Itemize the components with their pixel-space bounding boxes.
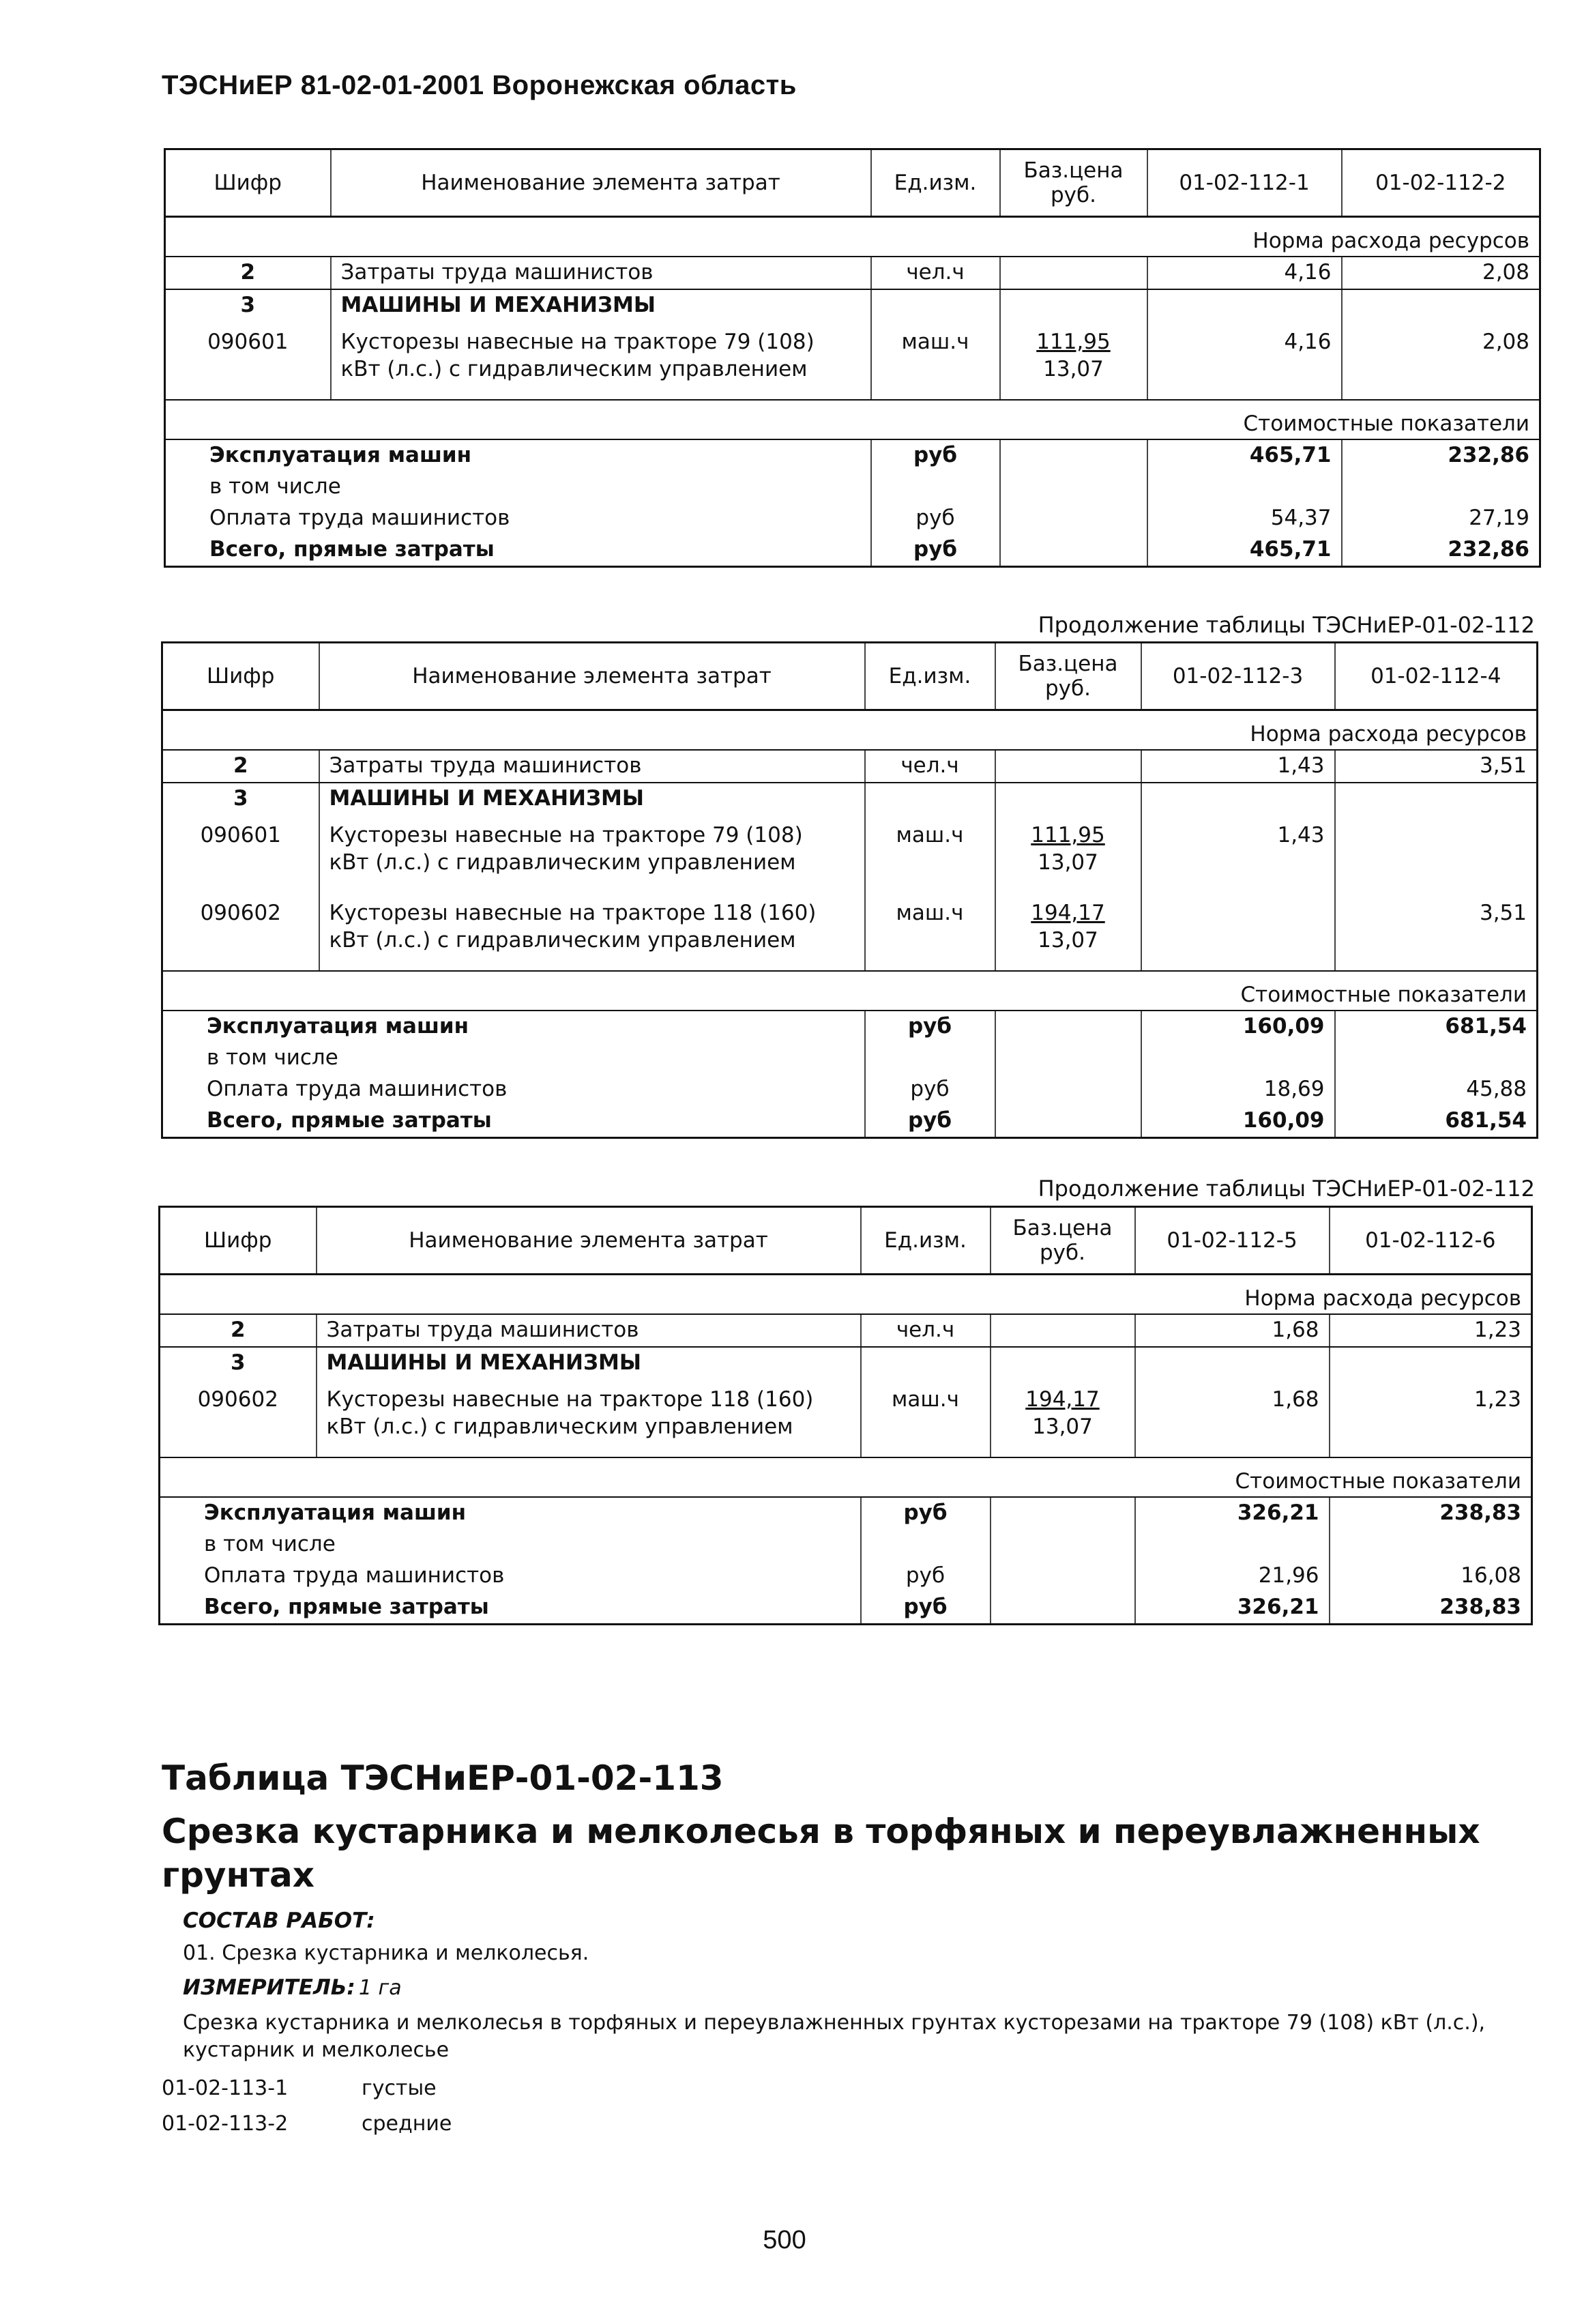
row-value-1 bbox=[1141, 892, 1335, 971]
table-row bbox=[160, 1497, 1532, 1529]
row-code: 090602 bbox=[160, 1379, 317, 1457]
row-value-2: 1,23 bbox=[1330, 1379, 1532, 1457]
table-row bbox=[165, 534, 1540, 567]
cost-section-row bbox=[160, 1457, 1532, 1497]
item-code: 01-02-113-1 bbox=[162, 2076, 289, 2100]
col-price-header: Баз.цена руб. bbox=[1000, 149, 1147, 217]
row-name: Всего, прямые затраты bbox=[207, 1108, 492, 1133]
table-row bbox=[165, 439, 1540, 471]
row-unit: маш.ч bbox=[871, 321, 1000, 400]
item-code: 01-02-113-2 bbox=[162, 2112, 289, 2136]
table-row bbox=[165, 257, 1540, 289]
table-row bbox=[162, 815, 1538, 892]
row-unit: руб bbox=[871, 503, 1000, 534]
col-name-header: Наименование элемента затрат bbox=[331, 149, 871, 217]
row-price: 111,95 13,07 bbox=[995, 815, 1141, 892]
norm-section-row bbox=[160, 1275, 1532, 1315]
row-unit: руб bbox=[865, 1105, 995, 1138]
works-item: 01. Срезка кустарника и мелколесья. bbox=[183, 1941, 589, 1965]
table-row bbox=[160, 1379, 1532, 1457]
norm-label: Норма расхода ресурсов bbox=[162, 710, 1538, 751]
col-1-header: 01-02-112-3 bbox=[1141, 643, 1335, 710]
resource-table-2 bbox=[161, 641, 1538, 1139]
cost-label: Стоимостные показатели bbox=[165, 400, 1540, 439]
row-value-2: 45,88 bbox=[1335, 1074, 1538, 1105]
row-name: Эксплуатация машин bbox=[204, 1500, 467, 1525]
row-unit: маш.ч bbox=[865, 892, 995, 971]
table-row bbox=[165, 289, 1540, 321]
table-row bbox=[162, 1043, 1538, 1074]
cost-label: Стоимостные показатели bbox=[160, 1457, 1532, 1497]
section-description: Срезка кустарника и мелколесья в торфяных и переувлажненных грунтах кусторезами на тракторе 79 (108) кВт (л.с.), кустарник и мелколесье bbox=[183, 2011, 1486, 2062]
table-row bbox=[160, 1347, 1532, 1379]
row-name: Кусторезы навесные на тракторе 118 (160) кВт (л.с.) с гидравлическим управлением bbox=[319, 892, 865, 971]
row-value-2: 3,51 bbox=[1335, 750, 1538, 783]
row-value-1: 21,96 bbox=[1135, 1560, 1330, 1592]
row-value-1: 1,43 bbox=[1141, 750, 1335, 783]
row-name: Всего, прямые затраты bbox=[204, 1595, 489, 1619]
table-row bbox=[160, 1592, 1532, 1625]
row-unit: маш.ч bbox=[865, 815, 995, 892]
row-value-1: 1,68 bbox=[1135, 1314, 1330, 1347]
continuation-note: Продолжение таблицы ТЭСНиЕР-01-02-112 bbox=[1038, 1176, 1535, 1202]
col-code-header: Шифр bbox=[162, 643, 319, 710]
row-unit: маш.ч bbox=[861, 1379, 991, 1457]
row-value-1: 54,37 bbox=[1147, 503, 1342, 534]
table-row bbox=[160, 1314, 1532, 1347]
row-value-2 bbox=[1335, 815, 1538, 892]
table-row bbox=[160, 1560, 1532, 1592]
norm-section-row bbox=[165, 217, 1540, 257]
row-value-2: 238,83 bbox=[1330, 1497, 1532, 1529]
row-value-1: 160,09 bbox=[1141, 1105, 1335, 1138]
item-label: средние bbox=[362, 2112, 452, 2136]
row-value-1: 326,21 bbox=[1135, 1497, 1330, 1529]
row-unit: чел.ч bbox=[871, 257, 1000, 289]
row-code: 3 bbox=[230, 1350, 246, 1375]
col-2-header: 01-02-112-6 bbox=[1330, 1207, 1532, 1275]
row-code: 2 bbox=[160, 1314, 317, 1347]
row-value-2: 1,23 bbox=[1330, 1314, 1532, 1347]
table-row bbox=[160, 1529, 1532, 1560]
row-price: 194,17 13,07 bbox=[995, 892, 1141, 971]
row-code: 090602 bbox=[162, 892, 319, 971]
table-header-row bbox=[160, 1207, 1532, 1275]
row-value-1: 1,43 bbox=[1141, 815, 1335, 892]
cost-section-row bbox=[162, 971, 1538, 1011]
row-value-1: 160,09 bbox=[1141, 1011, 1335, 1043]
row-value-2: 681,54 bbox=[1335, 1011, 1538, 1043]
page-number: 500 bbox=[763, 2226, 806, 2254]
resource-table-3 bbox=[158, 1206, 1533, 1625]
row-value-2: 27,19 bbox=[1342, 503, 1540, 534]
page-header-title: ТЭСНиЕР 81-02-01-2001 Воронежская область bbox=[162, 70, 797, 100]
col-name-header: Наименование элемента затрат bbox=[319, 643, 865, 710]
col-1-header: 01-02-112-5 bbox=[1135, 1207, 1330, 1275]
measure-label: ИЗМЕРИТЕЛЬ: bbox=[183, 1975, 355, 2000]
table-row bbox=[162, 1105, 1538, 1138]
col-unit-header: Ед.изм. bbox=[871, 149, 1000, 217]
row-name: МАШИНЫ И МЕХАНИЗМЫ bbox=[319, 783, 865, 815]
resource-table-1 bbox=[164, 148, 1541, 568]
measure-value: 1 га bbox=[358, 1976, 402, 2000]
row-name: Кусторезы навесные на тракторе 79 (108) кВт (л.с.) с гидравлическим управлением bbox=[319, 815, 865, 892]
row-unit: чел.ч bbox=[865, 750, 995, 783]
row-value-1: 465,71 bbox=[1147, 439, 1342, 471]
row-name: МАШИНЫ И МЕХАНИЗМЫ bbox=[331, 289, 871, 321]
table-row bbox=[162, 892, 1538, 971]
row-value-1: 4,16 bbox=[1147, 321, 1342, 400]
row-code: 090601 bbox=[200, 823, 281, 847]
measure-line bbox=[183, 1975, 402, 2000]
row-code: 3 bbox=[233, 786, 248, 811]
item-label: густые bbox=[362, 2076, 437, 2100]
row-value-1: 465,71 bbox=[1147, 534, 1342, 567]
col-2-header: 01-02-112-2 bbox=[1342, 149, 1540, 217]
row-unit: руб bbox=[865, 1074, 995, 1105]
row-unit: руб bbox=[871, 534, 1000, 567]
cost-section-row bbox=[165, 400, 1540, 439]
row-name: Оплата труда машинистов bbox=[204, 1563, 505, 1588]
row-price bbox=[991, 1314, 1135, 1347]
row-name: Оплата труда машинистов bbox=[209, 506, 510, 530]
row-value-1: 18,69 bbox=[1141, 1074, 1335, 1105]
col-unit-header: Ед.изм. bbox=[861, 1207, 991, 1275]
norm-label: Норма расхода ресурсов bbox=[160, 1275, 1532, 1315]
table-row bbox=[162, 1011, 1538, 1043]
table-header-row bbox=[162, 643, 1538, 710]
cost-label: Стоимостные показатели bbox=[162, 971, 1538, 1011]
table-row bbox=[165, 503, 1540, 534]
row-name: в том числе bbox=[207, 1045, 338, 1070]
row-unit: руб bbox=[861, 1560, 991, 1592]
row-code: 090601 bbox=[165, 321, 331, 400]
row-name: Эксплуатация машин bbox=[207, 1014, 469, 1038]
row-value-2: 16,08 bbox=[1330, 1560, 1532, 1592]
row-value-2: 2,08 bbox=[1342, 321, 1540, 400]
row-name: в том числе bbox=[209, 474, 341, 499]
row-unit: чел.ч bbox=[861, 1314, 991, 1347]
row-name: Всего, прямые затраты bbox=[209, 537, 495, 562]
continuation-note: Продолжение таблицы ТЭСНиЕР-01-02-112 bbox=[1038, 612, 1535, 638]
row-name: Затраты труда машинистов bbox=[317, 1314, 861, 1347]
row-price bbox=[995, 750, 1141, 783]
col-code-header: Шифр bbox=[165, 149, 331, 217]
row-unit: руб bbox=[861, 1592, 991, 1625]
table-row bbox=[165, 471, 1540, 503]
row-name: Эксплуатация машин bbox=[209, 443, 472, 467]
row-unit: руб bbox=[861, 1497, 991, 1529]
col-1-header: 01-02-112-1 bbox=[1147, 149, 1342, 217]
row-price: 194,17 13,07 bbox=[991, 1379, 1135, 1457]
row-name: Кусторезы навесные на тракторе 79 (108) кВт (л.с.) с гидравлическим управлением bbox=[331, 321, 871, 400]
table-header-row bbox=[165, 149, 1540, 217]
row-value-2: 238,83 bbox=[1330, 1592, 1532, 1625]
table-row bbox=[165, 321, 1540, 400]
row-value-2: 232,86 bbox=[1342, 439, 1540, 471]
norm-label: Норма расхода ресурсов bbox=[165, 217, 1540, 257]
row-value-2: 3,51 bbox=[1335, 892, 1538, 971]
table-row bbox=[162, 1074, 1538, 1105]
col-2-header: 01-02-112-4 bbox=[1335, 643, 1538, 710]
row-name: Затраты труда машинистов bbox=[331, 257, 871, 289]
row-code: 3 bbox=[240, 293, 256, 317]
col-unit-header: Ед.изм. bbox=[865, 643, 995, 710]
row-value-1: 326,21 bbox=[1135, 1592, 1330, 1625]
table-row bbox=[162, 750, 1538, 783]
row-value-1: 1,68 bbox=[1135, 1379, 1330, 1457]
row-name: Затраты труда машинистов bbox=[319, 750, 865, 783]
col-price-header: Баз.цена руб. bbox=[991, 1207, 1135, 1275]
row-value-2: 232,86 bbox=[1342, 534, 1540, 567]
row-name: МАШИНЫ И МЕХАНИЗМЫ bbox=[317, 1347, 861, 1379]
row-value-2: 2,08 bbox=[1342, 257, 1540, 289]
row-value-2: 681,54 bbox=[1335, 1105, 1538, 1138]
row-name: Кусторезы навесные на тракторе 118 (160) кВт (л.с.) с гидравлическим управлением bbox=[317, 1379, 861, 1457]
col-price-header: Баз.цена руб. bbox=[995, 643, 1141, 710]
row-price: 111,95 13,07 bbox=[1000, 321, 1147, 400]
works-label: СОСТАВ РАБОТ: bbox=[183, 1908, 375, 1933]
table-row bbox=[162, 783, 1538, 815]
row-name: в том числе bbox=[204, 1532, 336, 1556]
table-title: Таблица ТЭСНиЕР-01-02-113 bbox=[162, 1758, 724, 1798]
row-code: 2 bbox=[165, 257, 331, 289]
row-price bbox=[1000, 257, 1147, 289]
section-subtitle: Срезка кустарника и мелколесья в торфяных и переувлажненных грунтах bbox=[162, 1812, 1480, 1895]
row-name: Оплата труда машинистов bbox=[207, 1077, 508, 1101]
col-name-header: Наименование элемента затрат bbox=[317, 1207, 861, 1275]
row-unit: руб bbox=[871, 439, 1000, 471]
row-unit: руб bbox=[865, 1011, 995, 1043]
row-value-1: 4,16 bbox=[1147, 257, 1342, 289]
row-code: 2 bbox=[162, 750, 319, 783]
col-code-header: Шифр bbox=[160, 1207, 317, 1275]
norm-section-row bbox=[162, 710, 1538, 751]
